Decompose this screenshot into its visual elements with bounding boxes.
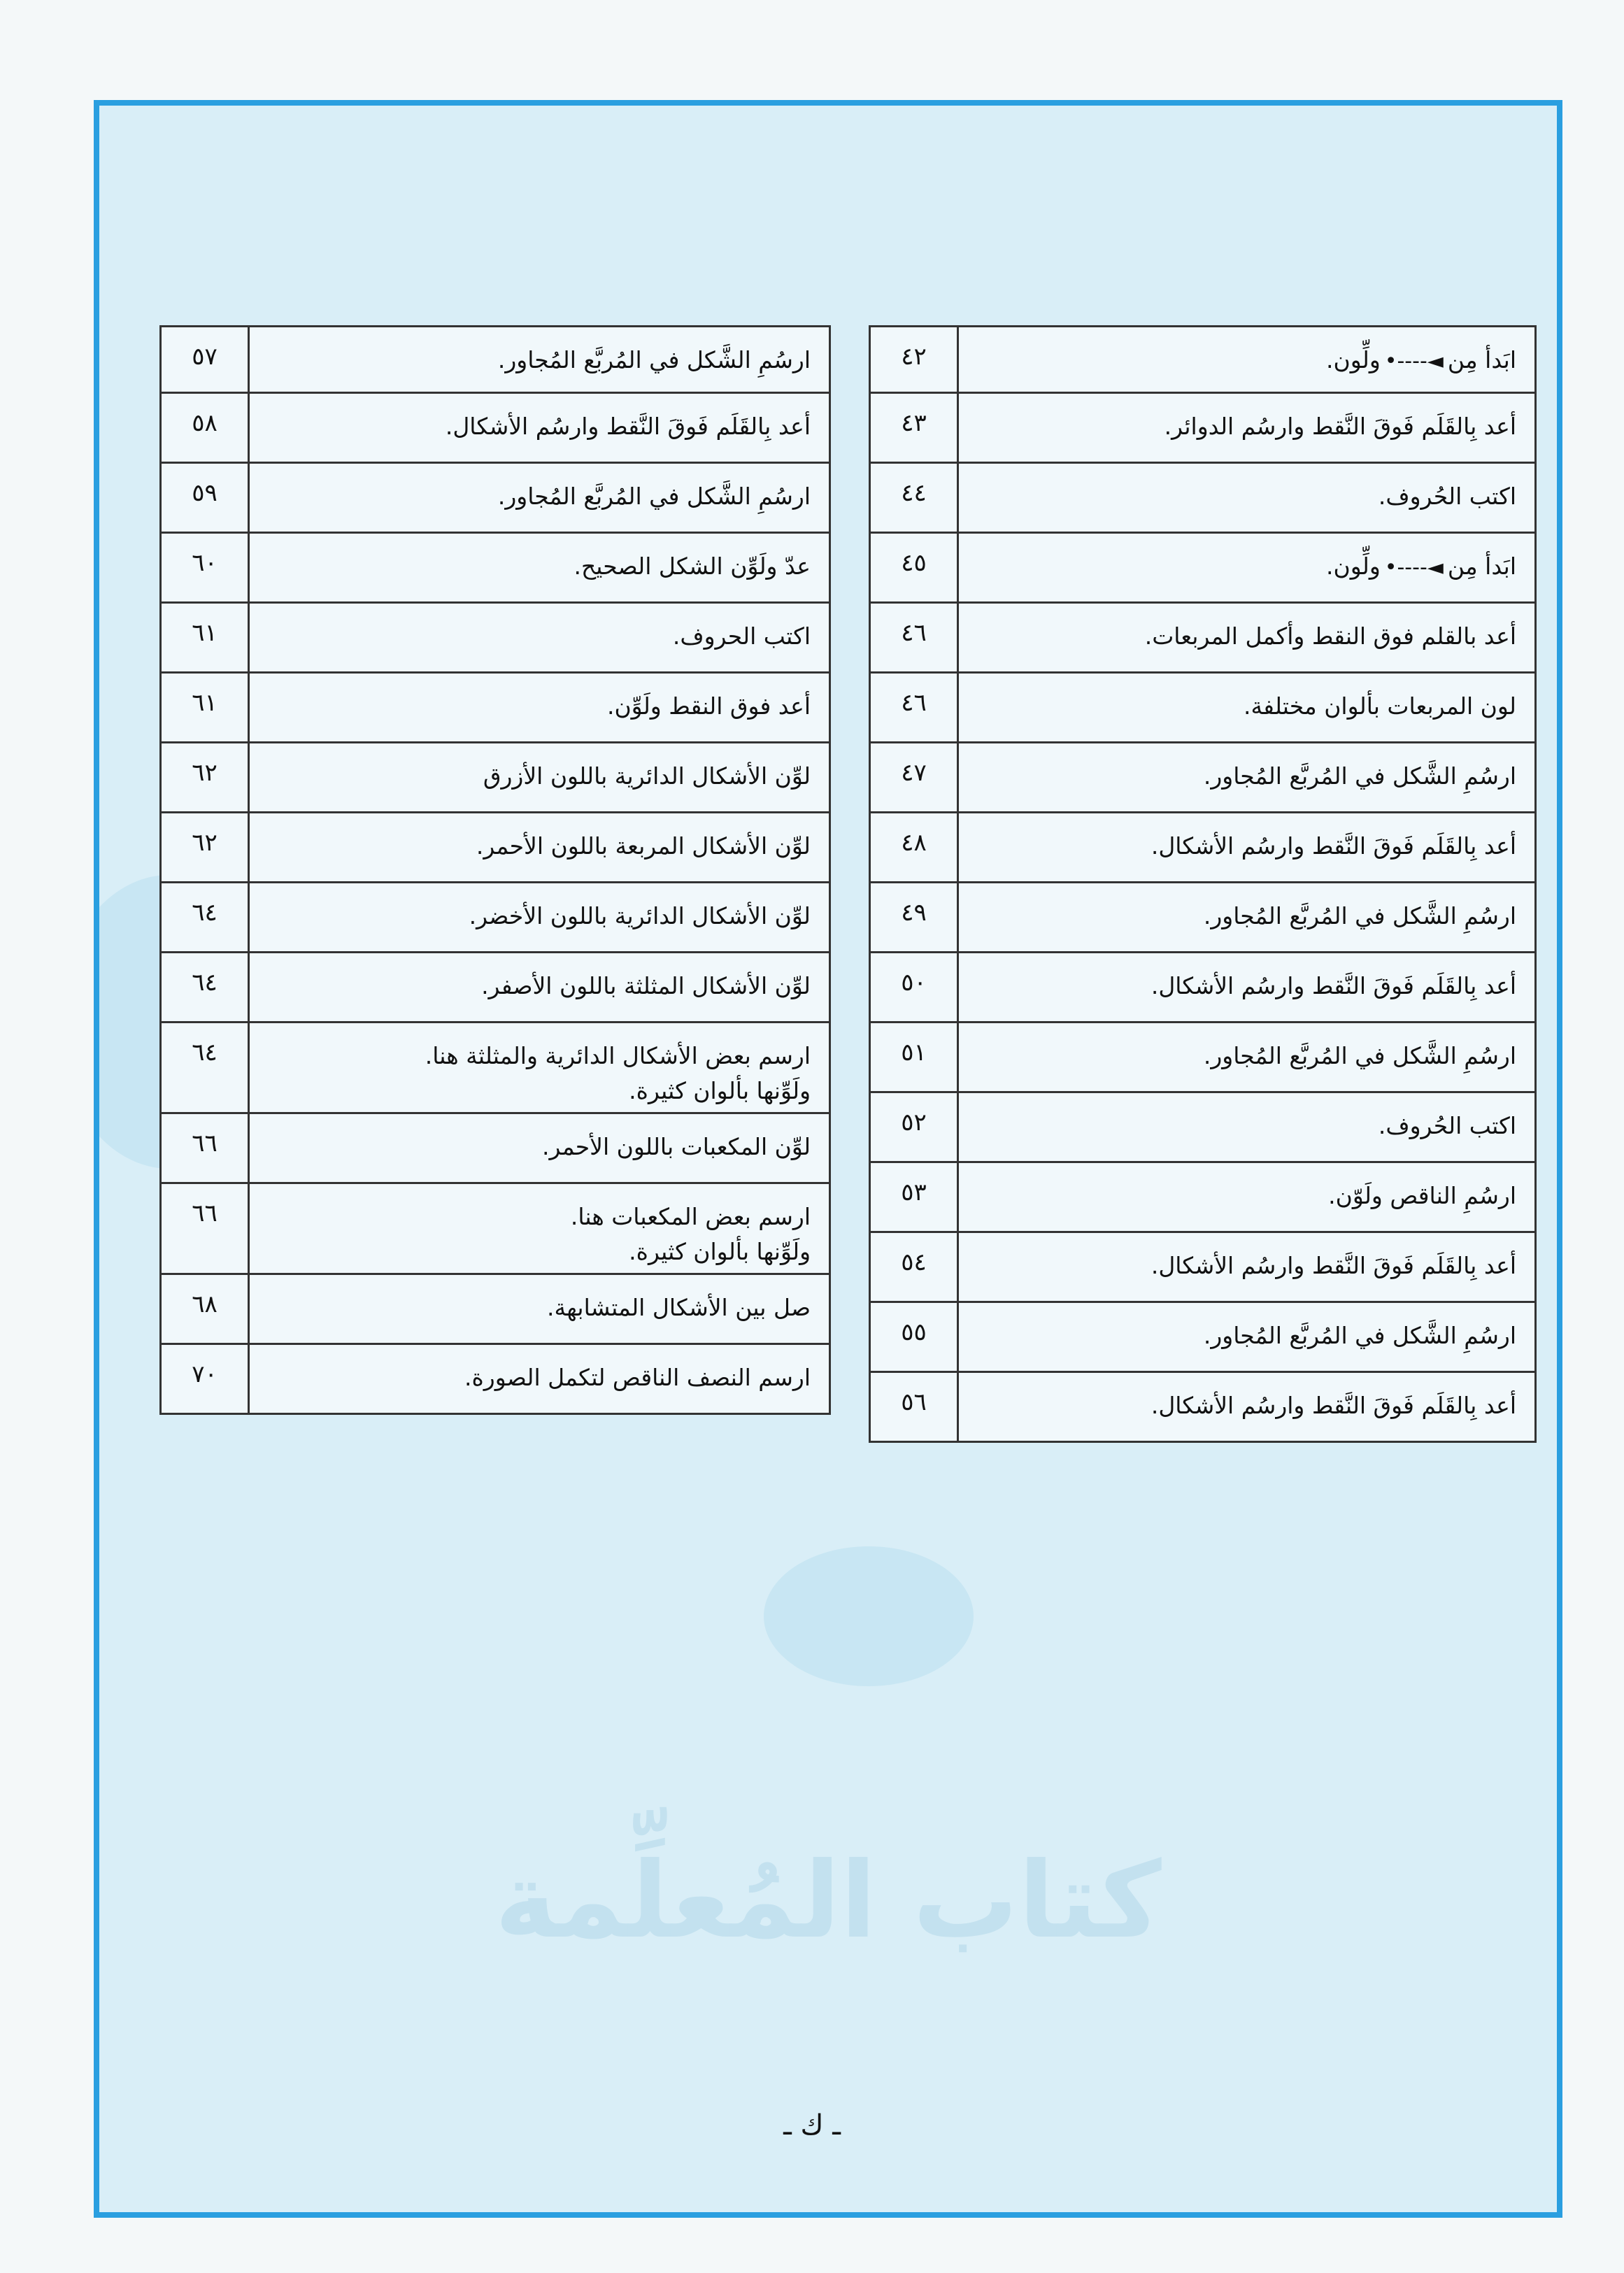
toc-entry-text: أعد بالقلم فوق النقط وأكمل المربعات. <box>1144 622 1516 650</box>
toc-row <box>161 1344 830 1414</box>
toc-entry-text: لوِّن الأشكال الدائرية باللون الأزرق <box>483 762 811 790</box>
toc-entry-page: ٦٢ <box>161 743 249 813</box>
toc-row <box>161 533 830 603</box>
toc-entry-page: ٤٥ <box>870 533 958 603</box>
toc-entry-page: ٦٤ <box>161 953 249 1023</box>
toc-row <box>870 1232 1536 1302</box>
toc-entry-text: أعد بِالقَلَم فَوقَ النَّقط وارسُم الأشكال. <box>1151 1252 1516 1279</box>
toc-entry-text: صل بين الأشكال المتشابهة. <box>547 1294 811 1321</box>
toc-row <box>161 813 830 883</box>
toc-entry-title <box>249 1344 830 1414</box>
toc-entry-page: ٧٠ <box>161 1344 249 1414</box>
toc-entry-title <box>958 393 1536 463</box>
toc-entry-page: ٦١ <box>161 673 249 743</box>
toc-entry-title <box>249 1274 830 1344</box>
toc-row <box>870 743 1536 813</box>
toc-row <box>870 1162 1536 1232</box>
toc-entry-title <box>249 603 830 673</box>
toc-entry-page: ٥٠ <box>870 953 958 1023</box>
toc-table-right <box>869 325 1537 1443</box>
toc-entry-page: ٥٣ <box>870 1162 958 1232</box>
toc-row <box>161 463 830 533</box>
toc-entry-text: ارسُمِ الشَّكل في المُربَّع المُجاور. <box>1203 762 1516 790</box>
toc-entry-title <box>958 327 1536 393</box>
toc-entry-page: ٥٨ <box>161 393 249 463</box>
toc-entry-page: ٤٩ <box>870 883 958 953</box>
toc-entry-page: ٤٧ <box>870 743 958 813</box>
toc-entry-title <box>958 533 1536 603</box>
toc-entry-text: لوِّن الأشكال المثلثة باللون الأصفر. <box>481 972 811 999</box>
toc-entry-text: لوِّن الأشكال الدائرية باللون الأخضر. <box>469 902 811 929</box>
toc-entry-page: ٤٢ <box>870 327 958 393</box>
toc-entry-title <box>958 1092 1536 1162</box>
toc-entry-title <box>249 1113 830 1183</box>
toc-entry-title <box>249 883 830 953</box>
toc-row <box>161 603 830 673</box>
toc-entry-title <box>249 673 830 743</box>
toc-entry-page: ٥٢ <box>870 1092 958 1162</box>
toc-entry-title <box>958 463 1536 533</box>
toc-row <box>161 393 830 463</box>
toc-entry-title <box>249 463 830 533</box>
toc-entry-text-line2: ولَوِّنها بألوان كثيرة. <box>629 1238 811 1265</box>
toc-entry-text: أعد بِالقَلَم فَوقَ النَّقط وارسُم الأشكال. <box>1151 832 1516 860</box>
toc-entry-title <box>249 327 830 393</box>
toc-row <box>870 673 1536 743</box>
toc-entry-title <box>249 743 830 813</box>
arrow-left-icon: ◄----• <box>1384 555 1444 580</box>
toc-row <box>870 463 1536 533</box>
toc-row <box>161 743 830 813</box>
watermark: كتاب المُعلِّمة <box>494 1840 1162 1962</box>
toc-entry-text: اكتب الحروف. <box>672 622 811 650</box>
toc-entry-title <box>958 813 1536 883</box>
toc-row <box>870 533 1536 603</box>
toc-row <box>870 393 1536 463</box>
toc-entry-text: ارسُمِ الشَّكل في المُربَّع المُجاور. <box>1203 902 1516 929</box>
toc-entry-text: اكتب الحُروف. <box>1378 1112 1516 1139</box>
toc-entry-page: ٦٤ <box>161 883 249 953</box>
toc-entry-title <box>958 743 1536 813</box>
toc-entry-title <box>958 673 1536 743</box>
toc-entry-title <box>958 603 1536 673</box>
toc-row <box>161 953 830 1023</box>
toc-entry-page: ٤٦ <box>870 673 958 743</box>
toc-entry-text: ارسُمِ الشَّكل في المُربَّع المُجاور. <box>497 346 811 373</box>
toc-entry-text: لون المربعات بألوان مختلفة. <box>1243 692 1516 720</box>
arrow-left-icon: ◄----• <box>1384 349 1444 373</box>
page-number: ـ ك ـ <box>783 2109 841 2142</box>
toc-entry-text: أعد بِالقَلَم فَوقَ النَّقط وارسُم الأشكال. <box>445 413 811 440</box>
toc-row <box>870 883 1536 953</box>
toc-row <box>161 1274 830 1344</box>
toc-row <box>870 813 1536 883</box>
toc-entry-text-after: ولِّون. <box>1326 553 1381 580</box>
toc-entry-text: أعد بِالقَلَم فَوقَ النَّقط وارسُم الدوائر. <box>1164 413 1516 440</box>
toc-entry-title <box>249 1183 830 1274</box>
toc-entry-title <box>249 813 830 883</box>
toc-entry-page: ٦٦ <box>161 1113 249 1183</box>
toc-entry-title <box>249 1023 830 1113</box>
toc-entry-text: ابَدأ مِن <box>1447 553 1516 580</box>
toc-entry-page: ٤٦ <box>870 603 958 673</box>
toc-entry-text: ارسُمِ الشَّكل في المُربَّع المُجاور. <box>1203 1322 1516 1349</box>
toc-entry-page: ٦٤ <box>161 1023 249 1113</box>
toc-entry-text: أعد بِالقَلَم فَوقَ النَّقط وارسُم الأشكال. <box>1151 1392 1516 1419</box>
toc-table-left <box>159 325 831 1415</box>
toc-entry-page: ٥١ <box>870 1023 958 1092</box>
toc-entry-title <box>958 1372 1536 1442</box>
toc-entry-page: ٥٩ <box>161 463 249 533</box>
toc-entry-text: ارسُمِ الشَّكل في المُربَّع المُجاور. <box>497 483 811 510</box>
toc-entry-title <box>249 953 830 1023</box>
toc-entry-title <box>249 393 830 463</box>
toc-entry-page: ٦٦ <box>161 1183 249 1274</box>
toc-row <box>161 327 830 393</box>
toc-row <box>161 673 830 743</box>
toc-entry-page: ٤٤ <box>870 463 958 533</box>
toc-entry-text: ارسُمِ الناقص ولَوّن. <box>1328 1182 1516 1209</box>
toc-entry-page: ٦١ <box>161 603 249 673</box>
toc-row <box>870 953 1536 1023</box>
toc-row <box>870 1372 1536 1442</box>
toc-entry-text: ارسم بعض الأشكال الدائرية والمثلثة هنا. <box>425 1042 811 1069</box>
toc-entry-text: ارسم النصف الناقص لتكمل الصورة. <box>464 1364 811 1391</box>
toc-row <box>870 327 1536 393</box>
toc-entry-text: أعد فوق النقط ولَوِّن. <box>606 692 811 720</box>
toc-entry-text: ارسم بعض المكعبات هنا. <box>570 1203 811 1230</box>
toc-entry-text: اكتب الحُروف. <box>1378 483 1516 510</box>
toc-row <box>870 603 1536 673</box>
toc-entry-text-line2: ولَوِّنها بألوان كثيرة. <box>629 1077 811 1104</box>
toc-row <box>161 883 830 953</box>
toc-entry-title <box>958 1023 1536 1092</box>
toc-row <box>870 1092 1536 1162</box>
toc-entry-page: ٥٥ <box>870 1302 958 1372</box>
toc-entry-title <box>958 883 1536 953</box>
toc-row <box>870 1302 1536 1372</box>
background-shape <box>764 1546 974 1686</box>
toc-entry-page: ٥٤ <box>870 1232 958 1302</box>
toc-entry-text: عدّ ولَوِّن الشكل الصحيح. <box>574 553 811 580</box>
toc-entry-text: ارسُمِ الشَّكل في المُربَّع المُجاور. <box>1203 1042 1516 1069</box>
toc-entry-text: ابَدأ مِن <box>1447 346 1516 373</box>
toc-row <box>161 1023 830 1113</box>
toc-entry-title <box>958 953 1536 1023</box>
toc-entry-title <box>249 533 830 603</box>
toc-entry-text: أعد بِالقَلَم فَوقَ النَّقط وارسُم الأشكال. <box>1151 972 1516 999</box>
toc-entry-title <box>958 1232 1536 1302</box>
toc-entry-title <box>958 1302 1536 1372</box>
toc-entry-text-after: ولِّون. <box>1326 346 1381 373</box>
toc-row <box>161 1113 830 1183</box>
toc-entry-page: ٥٧ <box>161 327 249 393</box>
toc-entry-page: ٦٢ <box>161 813 249 883</box>
toc-entry-text: لوِّن المكعبات باللون الأحمر. <box>542 1133 811 1160</box>
toc-entry-title <box>958 1162 1536 1232</box>
toc-entry-page: ٤٣ <box>870 393 958 463</box>
toc-entry-page: ٦٨ <box>161 1274 249 1344</box>
toc-row <box>870 1023 1536 1092</box>
toc-row <box>161 1183 830 1274</box>
toc-entry-page: ٤٨ <box>870 813 958 883</box>
toc-entry-text: لوِّن الأشكال المربعة باللون الأحمر. <box>476 832 811 860</box>
toc-entry-page: ٦٠ <box>161 533 249 603</box>
toc-entry-page: ٥٦ <box>870 1372 958 1442</box>
